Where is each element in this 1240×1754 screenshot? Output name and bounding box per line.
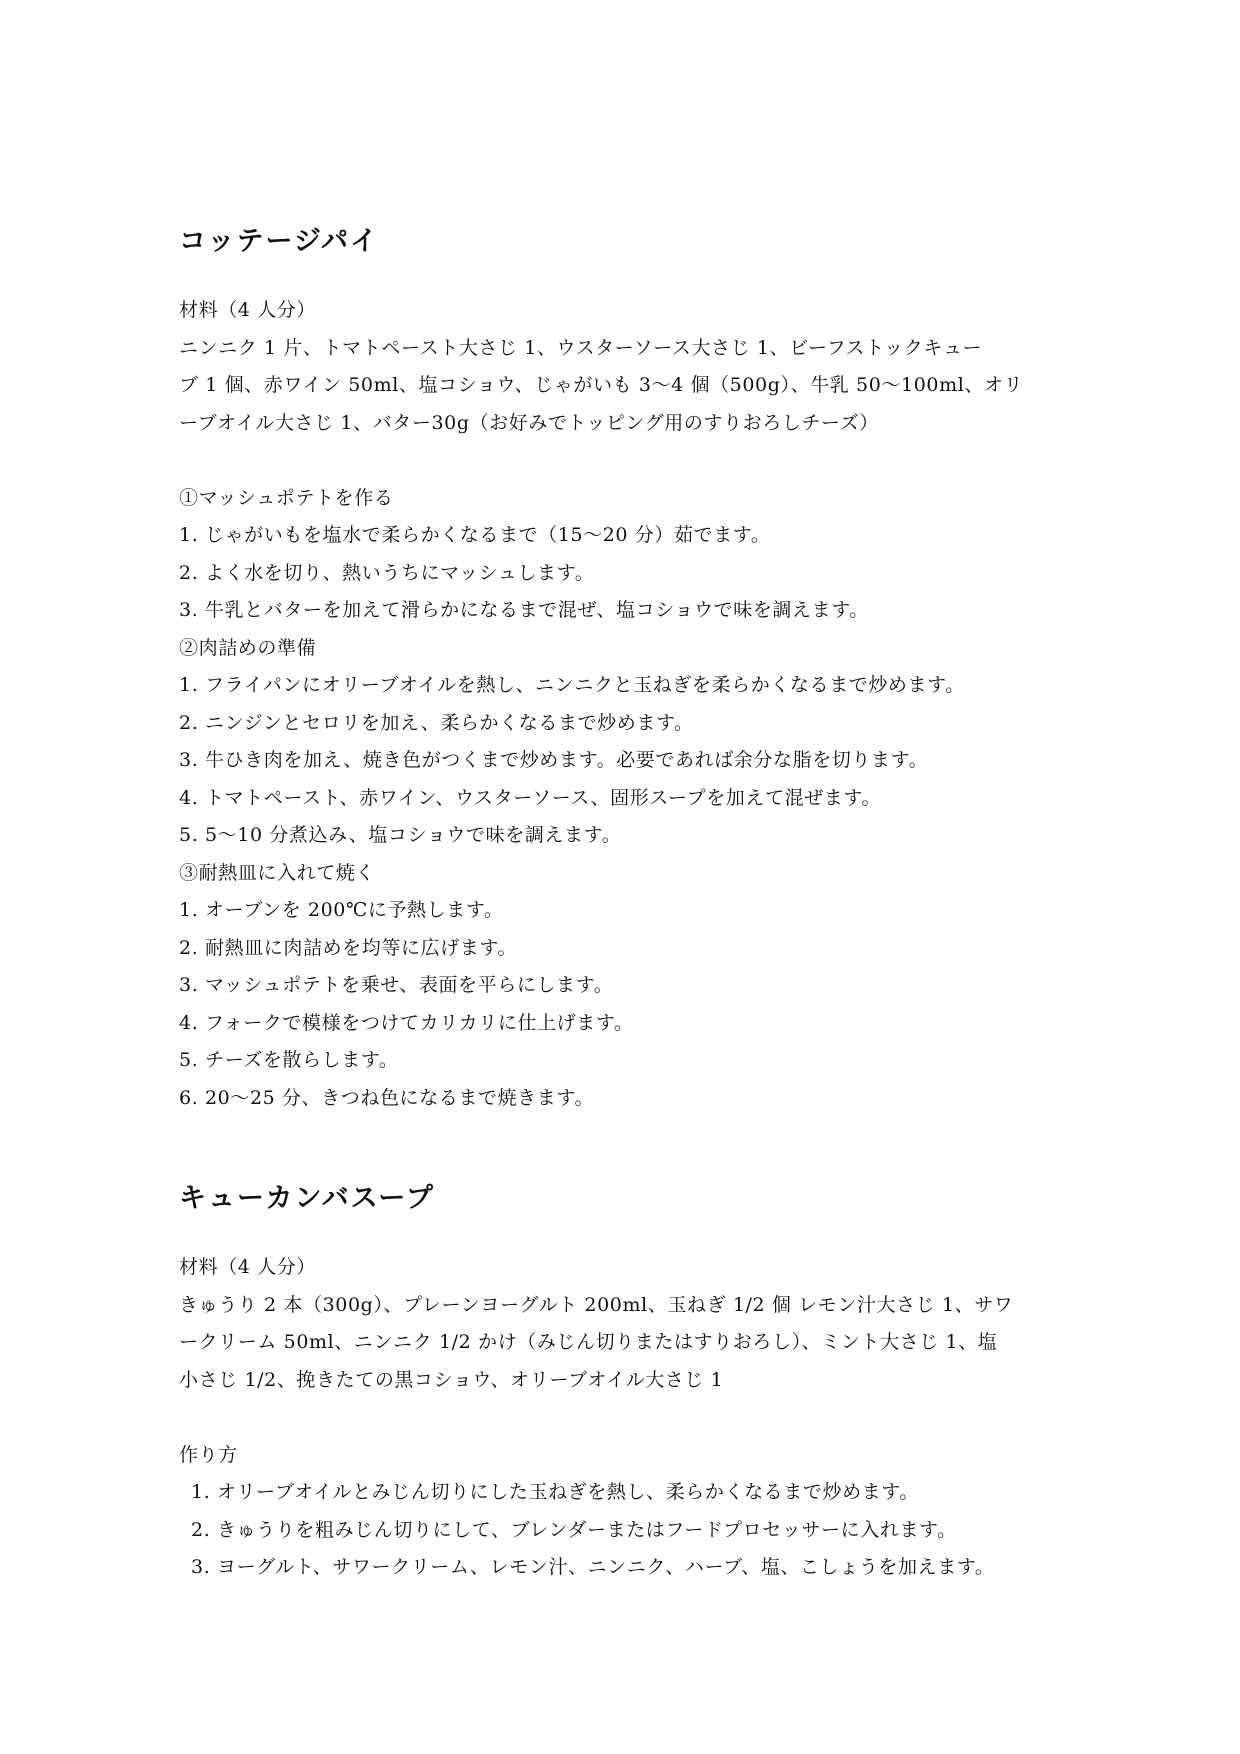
step-line: 1. オリーブオイルとみじん切りにした玉ねぎを熱し、柔らかくなるまで炒めます。: [191, 1481, 919, 1503]
spacer: [179, 262, 1079, 292]
recipe-title: キューカンバスープ: [179, 1183, 435, 1214]
spacer: [179, 1219, 1079, 1249]
step-line: 2. 耐熱皿に肉詰めを均等に広げます。: [179, 936, 518, 959]
ingredients-line: ブ 1 個、赤ワイン 50ml、塩コショウ、じゃがいも 3〜4 個（500g）、牛乳 50〜100ml、オリ: [179, 374, 1024, 396]
step-line: 4. トマトペースト、赤ワイン、ウスターソース、固形スープを加えて混ぜます。: [179, 786, 882, 809]
ingredients-line: ニンニク 1 片、トマトペースト大さじ 1、ウスターソース大さじ 1、ビーフストックキュー: [179, 336, 983, 359]
spacer: [179, 1117, 1079, 1179]
recipe-title: コッテージパイ: [179, 226, 380, 257]
ingredients-heading: 材料（4 人分）: [179, 299, 316, 321]
step-line: 2. ニンジンとセロリを加え、柔らかくなるまで炒めます。: [179, 711, 694, 734]
step-section-heading: ②肉詰めの準備: [179, 636, 317, 659]
step-line: 4. フォークで模様をつけてカリカリに仕上げます。: [179, 1011, 634, 1034]
step-line: 1. じゃがいもを塩水で柔らかくなるまで（15〜20 分）茹でます。: [179, 524, 771, 546]
recipe-cucumber-soup: [179, 1179, 1079, 1587]
method-heading: 作り方: [179, 1443, 238, 1466]
step-line: 1. フライパンにオリーブオイルを熱し、ニンニクと玉ねぎを柔らかくなるまで炒めます。: [179, 674, 965, 696]
step-line: 2. きゅうりを粗みじん切りにして、ブレンダーまたはフードプロセッサーに入れます。: [191, 1518, 957, 1541]
step-line: 2. よく水を切り、熱いうちにマッシュします。: [179, 561, 595, 584]
step-line: 1. オーブンを 200℃に予熱します。: [179, 899, 504, 921]
step-section-heading: ③耐熱皿に入れて焼く: [179, 861, 376, 884]
step-line: 3. ヨーグルト、サワークリーム、レモン汁、ニンニク、ハーブ、塩、こしょうを加えます。: [191, 1556, 995, 1578]
document-content: [179, 222, 1079, 1587]
ingredients-line: きゅうり 2 本（300g）、プレーンヨーグルト 200ml、玉ねぎ 1/2 個 レモン汁大さじ 1、サワ: [179, 1293, 1014, 1316]
step-line: 5. チーズを散らします。: [179, 1049, 399, 1071]
step-line: 6. 20〜25 分、きつね色になるまで焼きます。: [179, 1086, 595, 1109]
ingredients-line: ーブオイル大さじ 1、バター30g（お好みでトッピング用のすりおろしチーズ）: [179, 411, 879, 434]
step-section-heading: ①マッシュポテトを作る: [179, 486, 394, 509]
ingredients-line: ークリーム 50ml、ニンニク 1/2 かけ（みじん切りまたはすりおろし）、ミント大さじ 1、塩: [179, 1331, 998, 1353]
spacer: [179, 442, 1079, 480]
spacer: [179, 1399, 1079, 1437]
step-line: 5. 5〜10 分煮込み、塩コショウで味を調えます。: [179, 824, 622, 846]
ingredients-line: 小さじ 1/2、挽きたての黒コショウ、オリーブオイル大さじ 1: [179, 1368, 724, 1391]
step-line: 3. 牛乳とバターを加えて滑らかになるまで混ぜ、塩コショウで味を調えます。: [179, 599, 869, 621]
ingredients-heading: 材料（4 人分）: [179, 1256, 316, 1278]
step-line: 3. 牛ひき肉を加え、焼き色がつくまで炒めます。必要であれば余分な脂を切ります。: [179, 749, 929, 771]
recipe-cottage-pie: [179, 222, 1079, 1117]
step-line: 3. マッシュポテトを乗せ、表面を平らにします。: [179, 974, 614, 996]
